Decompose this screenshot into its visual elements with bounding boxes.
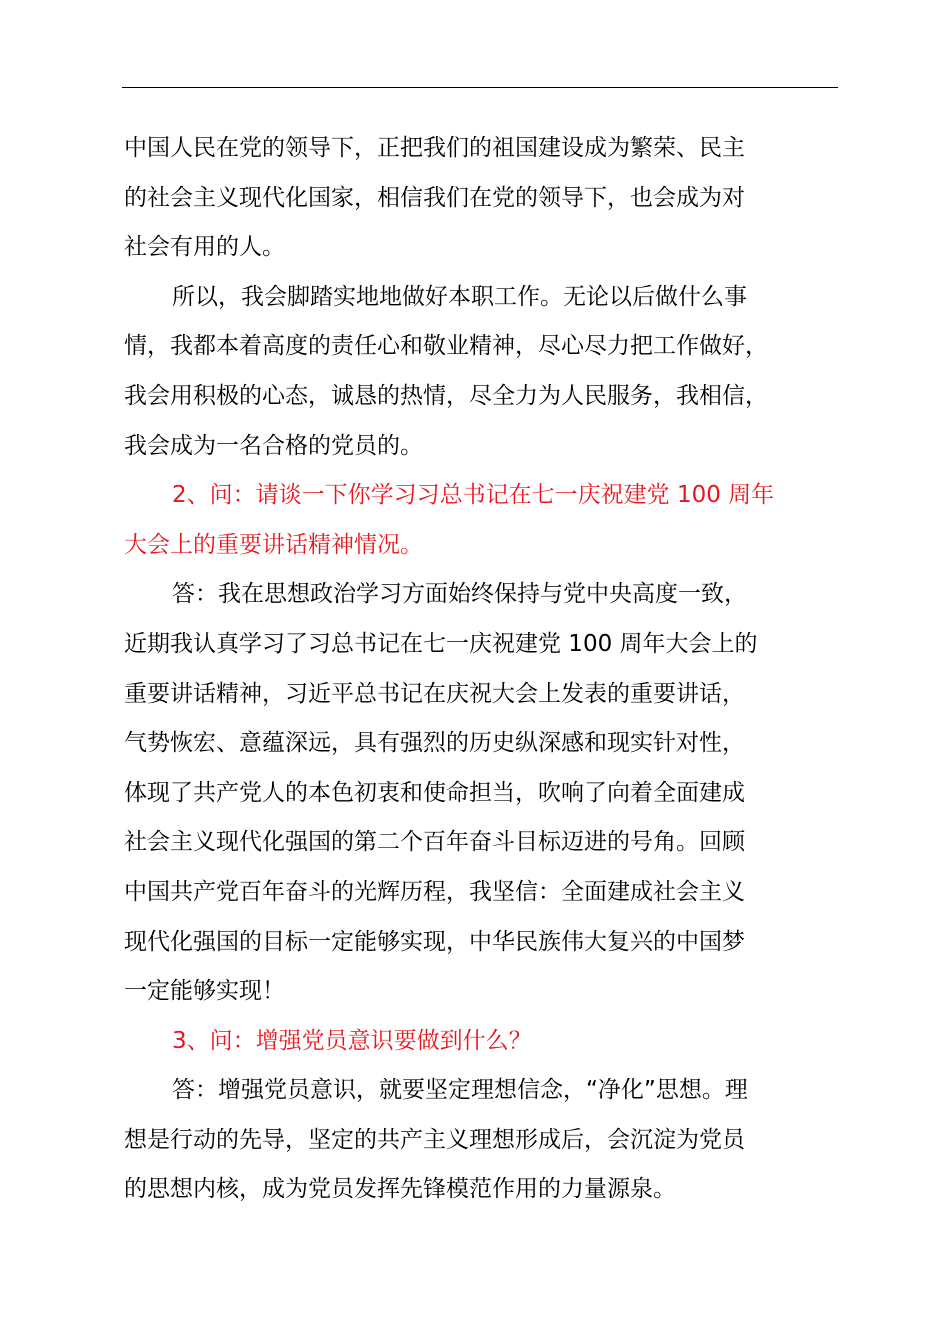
text-line: 中国共产党百年奋斗的光辉历程，我坚信：全面建成社会主义 [124, 878, 745, 905]
question-line: 3、问：增强党员意识要做到什么？ [172, 1027, 532, 1054]
text-line: 一定能够实现！ [124, 978, 285, 1005]
text-line: 重要讲话精神，习近平总书记在庆祝大会上发表的重要讲话， [124, 680, 745, 707]
text-line: 的社会主义现代化国家，相信我们在党的领导下，也会成为对 [124, 184, 745, 211]
text-line: 现代化强国的目标一定能够实现，中华民族伟大复兴的中国梦 [124, 928, 745, 955]
question-line: 2、问：请谈一下你学习习总书记在七一庆祝建党 100 周年 [172, 482, 775, 509]
answer-3 [124, 1066, 840, 1215]
text-line: 的思想内核，成为党员发挥先锋模范作用的力量源泉。 [124, 1176, 676, 1203]
paragraph-2 [124, 273, 840, 471]
text-line: 情，我都本着高度的责任心和敬业精神，尽心尽力把工作做好， [124, 333, 768, 360]
text-line: 中国人民在党的领导下，正把我们的祖国建设成为繁荣、民主 [124, 135, 745, 161]
question-3 [124, 1017, 840, 1067]
body-text [124, 124, 840, 1215]
text-line: 社会有用的人。 [124, 234, 285, 261]
answer-2 [124, 570, 840, 1016]
header-rule [122, 87, 838, 88]
text-line: 想是行动的先导，坚定的共产主义理想形成后，会沉淀为党员 [124, 1126, 745, 1153]
paragraph-1 [124, 124, 840, 273]
text-line: 答：增强党员意识，就要坚定理想信念，“净化”思想。理 [172, 1077, 748, 1104]
text-line: 近期我认真学习了习总书记在七一庆祝建党 100 周年大会上的 [124, 630, 758, 657]
text-line: 气势恢宏、意蕴深远，具有强烈的历史纵深感和现实针对性， [124, 730, 745, 757]
text-line: 我会用积极的心态，诚恳的热情，尽全力为人民服务，我相信， [124, 382, 768, 409]
text-line: 社会主义现代化强国的第二个百年奋斗目标迈进的号角。回顾 [124, 829, 745, 856]
question-2 [124, 471, 840, 570]
text-line: 答：我在思想政治学习方面始终保持与党中央高度一致， [172, 581, 747, 608]
question-line: 大会上的重要讲话精神情况。 [124, 531, 423, 558]
text-line: 体现了共产党人的本色初衷和使命担当，吹响了向着全面建成 [124, 779, 745, 806]
text-line: 所以，我会脚踏实地地做好本职工作。无论以后做什么事 [172, 283, 747, 310]
text-line: 我会成为一名合格的党员的。 [124, 432, 423, 459]
